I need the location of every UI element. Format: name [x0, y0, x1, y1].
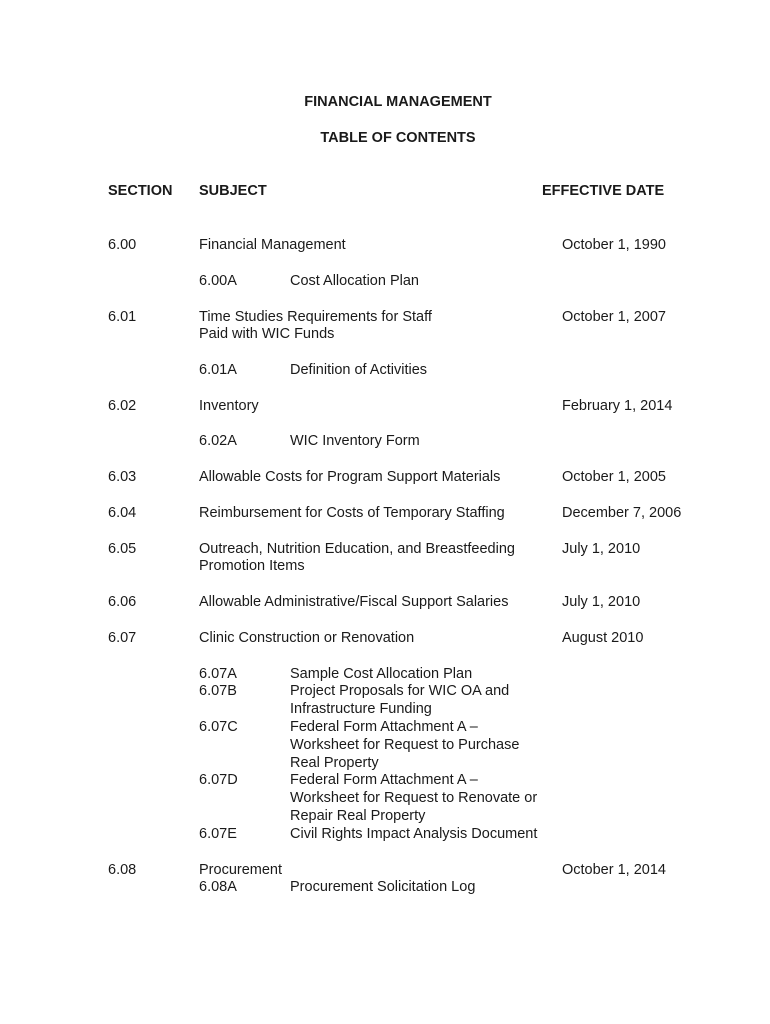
attachment-title: Federal Form Attachment A –	[290, 772, 478, 788]
attachment-title-cont: Worksheet for Request to Renovate or	[290, 790, 538, 806]
effective-date: October 1, 2007	[562, 309, 666, 325]
document-subtitle: TABLE OF CONTENTS	[320, 130, 476, 146]
attachment-code: 6.07C	[199, 719, 238, 735]
attachment-title: WIC Inventory Form	[290, 433, 420, 449]
attachment-code: 6.08A	[199, 879, 237, 895]
attachment-title-cont: Real Property	[290, 755, 379, 771]
header-subject: SUBJECT	[199, 183, 267, 199]
section-number: 6.07	[108, 630, 137, 646]
section-subject: Time Studies Requirements for Staff	[199, 309, 432, 325]
attachment-code: 6.01A	[199, 362, 237, 378]
effective-date: July 1, 2010	[562, 541, 641, 557]
section-number: 6.02	[108, 398, 137, 414]
attachment-code: 6.07A	[199, 666, 237, 682]
attachment-title: Procurement Solicitation Log	[290, 879, 476, 895]
header-section: SECTION	[108, 183, 173, 199]
section-number: 6.08	[108, 862, 137, 878]
attachment-title: Project Proposals for WIC OA and	[290, 683, 510, 699]
section-subject: Financial Management	[199, 237, 346, 253]
section-number: 6.03	[108, 469, 137, 485]
attachment-code: 6.07E	[199, 826, 237, 842]
section-number: 6.01	[108, 309, 137, 325]
effective-date: August 2010	[562, 630, 644, 646]
section-number: 6.04	[108, 505, 137, 521]
attachment-code: 6.02A	[199, 433, 237, 449]
section-number: 6.00	[108, 237, 137, 253]
attachment-title: Cost Allocation Plan	[290, 273, 419, 289]
attachment-title: Federal Form Attachment A –	[290, 719, 478, 735]
section-subject: Reimbursement for Costs of Temporary Staffing	[199, 505, 505, 521]
section-subject: Clinic Construction or Renovation	[199, 630, 415, 646]
attachment-title-cont: Repair Real Property	[290, 808, 426, 824]
effective-date: October 1, 1990	[562, 237, 666, 253]
attachment-title: Definition of Activities	[290, 362, 428, 378]
section-subject: Outreach, Nutrition Education, and Breastfeeding	[199, 541, 515, 557]
section-subject-cont: Paid with WIC Funds	[199, 326, 335, 342]
effective-date: July 1, 2010	[562, 594, 641, 610]
section-subject: Inventory	[199, 398, 259, 414]
attachment-title: Civil Rights Impact Analysis Document	[290, 826, 538, 842]
effective-date: October 1, 2005	[562, 469, 666, 485]
attachment-code: 6.07B	[199, 683, 237, 699]
attachment-title-cont: Worksheet for Request to Purchase	[290, 737, 520, 753]
document-title: FINANCIAL MANAGEMENT	[304, 94, 492, 110]
section-number: 6.06	[108, 594, 137, 610]
section-subject-cont: Promotion Items	[199, 558, 305, 574]
effective-date: October 1, 2014	[562, 862, 666, 878]
section-subject: Allowable Administrative/Fiscal Support Salaries	[199, 594, 509, 610]
attachment-code: 6.00A	[199, 273, 237, 289]
section-subject: Procurement	[199, 862, 283, 878]
effective-date: February 1, 2014	[562, 398, 673, 414]
section-number: 6.05	[108, 541, 137, 557]
header-effective-date: EFFECTIVE DATE	[542, 183, 665, 199]
attachment-title: Sample Cost Allocation Plan	[290, 666, 473, 682]
attachment-code: 6.07D	[199, 772, 238, 788]
section-subject: Allowable Costs for Program Support Materials	[199, 469, 501, 485]
effective-date: December 7, 2006	[562, 505, 682, 521]
attachment-title-cont: Infrastructure Funding	[290, 701, 432, 717]
